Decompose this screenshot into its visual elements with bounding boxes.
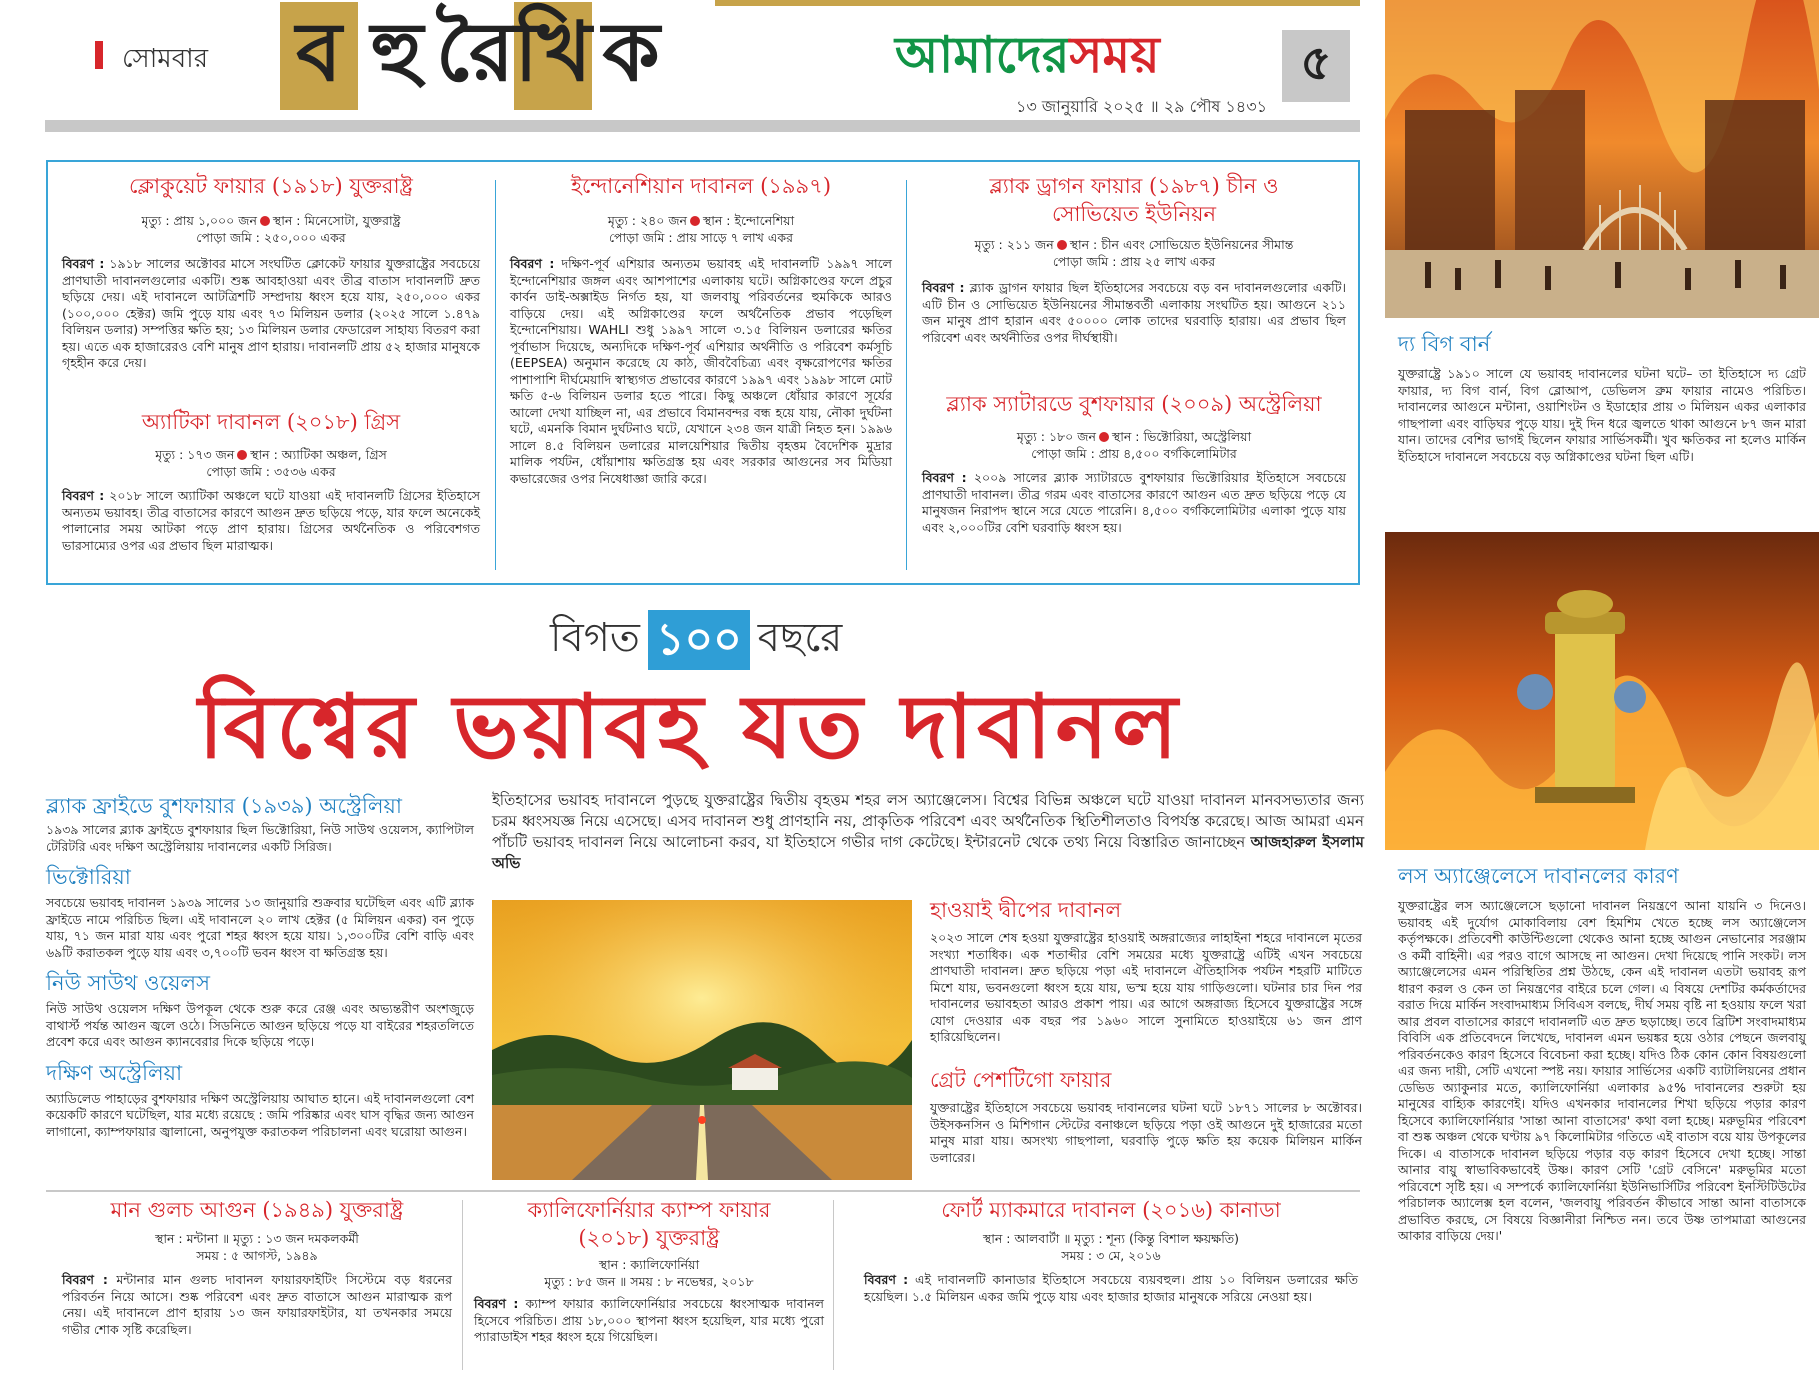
event-meta: স্থান : আলবার্টা ॥ মৃত্যু : শূন্য (কিন্তু বিশাল ক্ষয়ক্ষতি) [982, 1231, 1240, 1246]
section-text: যুক্তরাষ্ট্রে ১৯১০ সালে যে ভয়াবহ দাবানলের ঘটনা ঘটে– তা ইতিহাসে দ্য গ্রেট ফায়ার, দ্য বিগ বার্ন, বিগ ব্লোআপ, ডেভিলস ব্রুম ফায়ার নামেও পরিচিত। দাবানলের আগুনে মন্টানা, ওয়াশিংটন ও ইডাহোর প্রায় ৩ মিলিয়ন একর এলাকার গাছপালা এবং বাড়িঘর পুড়ে যায়। দুই দিন ধরে জ্বলতে থাকা আগুনে ৮৭ জন মারা যান। তাদের বেশির ভাগই ছিলেন ফায়ার সার্ভিসকর্মী। খুব ক্ষতিকর না হলেও মার্কিন ইতিহাসে দাবানলে সবচেয়ে বড় অগ্নিকাণ্ডের ঘটনা ছিল এটি। [1398, 366, 1806, 464]
section-text: যুক্তরাষ্ট্রের ইতিহাসে সবচেয়ে ভয়াবহ দাবানলের ঘটনা ঘটে ১৮৭১ সালের ৮ অক্টোবর। উইসকনসিন ও মিশিগান স্টেটের বনাঞ্চলে ছড়িয়ে পড়া ওই আগুনে দুই হাজারের মতো মানুষ মারা যায়। অসংখ্য গাছপালা, ঘরবাড়ি পুড়ে ক্ষতি হয় কয়েক মিলিয়ন মার্কিন ডলারের। [930, 1100, 1362, 1165]
event-title: ইন্দোনেশিয়ান দাবানল (১৯৯৭) [570, 174, 832, 198]
black-friday-section [46, 792, 474, 1140]
main-headline: বিশ্বের ভয়াবহ যত দাবানল [198, 674, 1182, 778]
event-desc: বিবরণ : ক্যাম্প ফায়ার ক্যালিফোর্নিয়ার সবচেয়ে ধ্বংসাত্মক দাবানল হিসেবে পরিচিত। প্রায় ১৮,০০০ স্থাপনা ধ্বংস হয়েছিল, যার মধ্যে পুরো প্যারাডাইস শহর ধ্বংস হয়ে গিয়েছিল। [474, 1296, 824, 1344]
peshtigo-section [930, 1066, 1362, 1166]
section-heading: ব্ল্যাক ফ্রাইডে বুশফায়ার (১৯৩৯) অস্ট্রেলিয়া [46, 794, 402, 818]
section-heading: ভিক্টোরিয়া [46, 865, 131, 889]
section-text: যুক্তরাষ্ট্রের লস অ্যাঞ্জেলেসে ছড়ানো দাবানল নিয়ন্ত্রণে আনা যায়নি ৩ দিনেও। ভয়াবহ এই দুর্যোগ মোকাবিলায় বেশ হিমশিম খেতে হচ্ছে লস অ্যাঞ্জেলেস কর্তৃপক্ষকে। প্রতিবেশী কাউন্টিগুলো থেকেও আনা হচ্ছে আগুন নেভানোর সরঞ্জাম ও কর্মী বাহিনী। এর পরও বাগে আসছে না আগুন। দেখা দিয়েছে পানি সংকট। লস অ্যাঞ্জেলেসের এমন পরিস্থিতির প্রশ্ন উঠছে, কেন এই দাবানল এতটা ভয়াবহ রূপ ধারণ করল ও কেন তা নিয়ন্ত্রণের বাইরে চলে গেল। এ বিষয়ে দেশটির কর্মকর্তাদের বরাত দিয়ে মার্কিন সংবাদমাধ্যম সিবিএস বলছে, দীর্ঘ সময় বৃষ্টি না হওয়ায় ফলে খরা আর প্রবল বাতাসের কারণে দাবানলটি এত দ্রুত ছড়াচ্ছে। তবে ব্রিটিশ সংবাদমাধ্যম বিবিসি এক প্রতিবেদনে লিখেছে, দাবানল এমন ভয়ঙ্কর হয়ে ওঠার পেছনে জলবায়ু পরিবর্তনকেও কারণ হিসেবে বিবেচনা করা হচ্ছে। যদিও ঠিক কোন কোন বিষয়গুলো এর জন্য দায়ী, সেটি এখনো স্পষ্ট নয়। ফায়ার সার্ভিসের একটি ব্যাটালিয়নের প্রধান ডেভিড অ্যাকুনার মতে, ক্যালিফোর্নিয়া এলাকার ৯৫% দাবানলের শুরুটা হয় মানুষের বাহ্যিক কারণেই। যদিও এখনকার দাবানলের শিখা ছড়িয়ে পড়ার কারণ হিসেবে ক্যালিফোর্নিয়ার 'সান্তা আনা বাতাসের' কথা বলা হচ্ছে। মরুভূমির পরিবেশ বা শুষ্ক অঞ্চল থেকে ঘণ্টায় ৯৭ কিলোমিটার গতিতে এই বাতাস বয়ে যায় উপকূলের দিকে। এ বাতাসকে দাবানল ছড়িয়ে পড়ার বড় কারণ হিসেবে দেখা হচ্ছে। সান্তা আনার বায়ু স্বাভাবিকভাবেই উষ্ণ। কারণ সেটি 'গ্রেট বেসিনে' মরুভূমির মতো পরিবেশে সৃষ্টি হয়। এ সম্পর্কে ক্যালিফোর্নিয়া ইউনিভার্সিটির পরিবেশ ইনস্টিটিউটের পরিচালক অ্যালেক্স হল বলেন, 'জলবায়ু পরিবর্তন কীভাবে সান্তা আনা বাতাসকে প্রভাবিত করছে, সে বিষয়ে বিজ্ঞানীরা নিশ্চিত নন। তবে উষ্ণ তাপমাত্রা আগুনের আকার বাড়িয়ে দেয়।' [1398, 898, 1806, 1243]
section-text: নিউ সাউথ ওয়েলস দক্ষিণ উপকূল থেকে শুরু করে রেঞ্জ এবং অভ্যন্তরীণ অংশজুড়ে বাথার্স্ট পর্যন্ত আগুন জ্বলে ওঠে। সিডনিতে আগুন ছড়িয়ে পড়ে যা বাইরের শহরতলিতে প্রবেশ করে এবং আগুন ক্যানবেরার দিকে ছড়িয়ে পড়ে। [46, 1001, 474, 1049]
section-text: ১৯৩৯ সালের ব্ল্যাক ফ্রাইডে বুশফায়ার ছিল ভিক্টোরিয়া, নিউ সাউথ ওয়েলস, ক্যাপিটাল টেরিটরি এবং দক্ষিণ অস্ট্রেলিয়ায় দাবানলের একটি সিরিজ। [46, 822, 474, 854]
la-cause-section [1398, 862, 1806, 1245]
section-title-tile: হু [370, 4, 424, 100]
event-meta: পোড়া জমি : ৩৫৩৬ একর [206, 464, 336, 479]
event-title: ক্যালিফোর্নিয়ার ক্যাম্প ফায়ার (২০১৮) যুক্তরাষ্ট্র [527, 1198, 771, 1250]
event-meta: পোড়া জমি : প্রায় ২৫ লাখ একর [1052, 254, 1216, 269]
event-meta: মৃত্যু : ৮৫ জন ॥ সময় : ৮ নভেম্বর, ২০১৮ [544, 1274, 754, 1289]
event-meta: স্থান : মন্টানা ॥ মৃত্যু : ১৩ জন দমকলকর্মী [155, 1231, 359, 1246]
hawaii-section [930, 896, 1362, 1046]
section-heading: লস অ্যাঞ্জেলেসে দাবানলের কারণ [1398, 864, 1679, 888]
section-heading: হাওয়াই দ্বীপের দাবানল [930, 898, 1122, 922]
event-title: ফোর্ট ম্যাকমারে দাবানল (২০১৬) কানাডা [941, 1198, 1281, 1222]
column-divider [495, 180, 496, 570]
event-desc: বিবরণ : ২০০৯ সালের ব্ল্যাক স্যাটারডে বুশফায়ার ভিক্টোরিয়ার ইতিহাসে সবচেয়ে প্রাণঘাতী দাবানল। তীব্র গরম এবং বাতাসের কারণে আগুন এত দ্রুত ছড়িয়ে পড়ে যে মানুষজন নিরাপদ স্থানে সরে যেতে পারেনি। ৪,৫০০ বর্গকিলোমিটার এলাকা পুড়ে যায় এবং ২,০০০টির বেশি ঘরবাড়ি ধ্বংস হয়। [922, 470, 1346, 535]
author-name: আজহারুল ইসলাম অভি [492, 833, 1364, 872]
column-divider [833, 1200, 834, 1370]
bottom-rule [46, 1190, 1360, 1192]
event-camp-fire [474, 1196, 824, 1346]
event-desc: বিবরণ : ব্ল্যাক ড্রাগন ফায়ার ছিল ইতিহাসের সবচেয়ে বড় বন দাবানলগুলোর একটি। এটি চীন ও সোভিয়েত ইউনিয়নের সীমান্তবর্তী এলাকায় সংঘটিত হয়। আগুনে ২১১ জন মানুষ প্রাণ হারান এবং ৫০০০০ লোক তাদের ঘরবাড়ি হারায়। এর প্রভাব ছিল পরিবেশ এবং অর্থনীতির ওপর দীর্ঘস্থায়ী। [922, 280, 1346, 345]
section-text: অ্যাডিলেড পাহাড়ের বুশফায়ার দক্ষিণ অস্ট্রেলিয়ায় আঘাত হানে। এই দাবানলগুলো বেশ কয়েকটি কারণে ঘটেছিল, যার মধ্যে রয়েছে : জমি পরিষ্কার এবং ঘাস বৃদ্ধির জন্য আগুন লাগানো, ক্যাম্পফায়ার জ্বালানো, অনুপযুক্ত করাতকল পরিচালনা এবং ঘরোয়া আগুন। [46, 1090, 474, 1139]
section-text: সবচেয়ে ভয়াবহ দাবানল ১৯৩৯ সালের ১৩ জানুয়ারি শুক্রবার ঘটেছিল এবং এটি ব্ল্যাক ফ্রাইডে নামে পরিচিত ছিল। এই দাবানলে ২০ লাখ হেক্টর (৫ মিলিয়ন একর) বন পুড়ে যায়, ৭১ জন মারা যায় এবং পুরো শহর ধ্বংস হয়ে যায়। ১,৩০০টির বেশি বাড়ি এবং ৬৯টি করাতকল পুড়ে যায় এবং ৩,৭০০টি ভবন ধ্বংস বা ক্ষতিগ্রস্ত হয়। [46, 895, 474, 960]
event-black-saturday [922, 390, 1346, 536]
event-meta: পোড়া জমি : প্রায় ৪,৫০০ বর্গকিলোমিটার [1031, 446, 1237, 461]
big-burn-section [1398, 330, 1806, 465]
event-title: মান গুলচ আগুন (১৯৪৯) যুক্তরাষ্ট্র [110, 1198, 404, 1222]
event-meta: সময় : ৫ আগস্ট, ১৯৪৯ [196, 1248, 318, 1263]
bullet-dot-icon [260, 216, 270, 226]
section-title-tile: খি [514, 2, 592, 110]
event-fort-mcmurray [864, 1196, 1358, 1305]
headline-kicker: বিগত ১০০ বছরে [550, 606, 842, 673]
event-indonesia [510, 172, 892, 487]
bullet-dot-icon [1099, 432, 1109, 442]
event-desc: বিবরণ : মন্টানার মান গুলচ দাবানল ফায়ারফাইটিং সিস্টেমে বড় ধরনের পরিবর্তন নিয়ে আসে। শুষ্ক পরিবেশ এবং দ্রুত বাতাসে আগুন মারাত্মক রূপ নেয়। এই দাবানলে প্রাণ হারায় ১৩ জন ফায়ারফাইটার, যা তখনকার সময়ে গভীর শোক সৃষ্টি করেছিল। [62, 1272, 453, 1337]
historic-fire-illustration [1385, 0, 1819, 318]
section-title-tile: ক [602, 4, 660, 100]
event-meta: পোড়া জমি : প্রায় সাড়ে ৭ লাখ একর [608, 230, 793, 245]
event-meta: মৃত্যু : প্রায় ১,০০০ জন স্থান : মিনেসোটা, যুক্তরাষ্ট্র [141, 213, 401, 228]
event-title: অ্যাটিকা দাবানল (২০১৮) গ্রিস [141, 410, 401, 434]
issue-date: ১৩ জানুয়ারি ২০২৫ ॥ ২৯ পৌষ ১৪৩১ [1016, 97, 1267, 116]
event-cloquet [62, 172, 480, 372]
section-heading: দক্ষিণ অস্ট্রেলিয়া [46, 1060, 183, 1085]
event-meta: মৃত্যু : ১৮০ জন স্থান : ভিক্টোরিয়া, অস্ট্রেলিয়া [1016, 429, 1252, 444]
event-meta: মৃত্যু : ২১১ জন স্থান : চীন এবং সোভিয়েত ইউনিয়নের সীমান্ত [974, 237, 1294, 252]
page-number: ৫ [1282, 30, 1350, 102]
bullet-dot-icon [1057, 240, 1067, 250]
section-text: ২০২৩ সালে শেষ হওয়া যুক্তরাষ্ট্রের হাওয়াই অঙ্গরাজ্যের লাহাইনা শহরে দাবানলে মৃতের সংখ্যা শতাধিক। এক শতাব্দীর বেশি সময়ের মধ্যে যুক্তরাষ্ট্রে এটিই এখন সবচেয়ে প্রাণঘাতী দাবানল। দ্রুত ছড়িয়ে পড়া এই দাবানলে ঐতিহাসিক পর্যটন শহরটি মাটিতে মিশে যায়, ভবনগুলো ধ্বংস হয়ে যায়, ভস্ম হয়ে যায় গাড়িগুলো। ঘটনার চার দিন পর দাবানলের ভয়াবহতা আরও প্রকাশ পায়। এর আগে অঙ্গরাজ্য হিসেবে যুক্তরাষ্ট্রের সঙ্গে যোগ দেওয়ার এক বছর পর ১৯৬০ সালে সুনামিতে হাওয়াইয়ে ৬১ জন প্রাণ হারিয়েছিলেন। [930, 930, 1362, 1044]
event-meta: স্থান : ক্যালিফোর্নিয়া [598, 1257, 700, 1272]
kicker-highlight: ১০০ [648, 610, 750, 670]
bullet-dot-icon [237, 450, 247, 460]
masthead-logo: আমাদেরসময় [895, 26, 1160, 84]
event-desc: বিবরণ : দক্ষিণ-পূর্ব এশিয়ার অন্যতম ভয়াবহ এই দাবানলটি ১৯৯৭ সালে ইন্দোনেশিয়ার জঙ্গল এবং আশপাশের এলাকায় ঘটে। অগ্নিকাণ্ডের ফলে প্রচুর কার্বন ডাই-অক্সাইড নির্গত হয়, যা জলবায়ু পরিবর্তনের হুমকিকে আরও বাড়িয়ে দেয়। এই অগ্নিকাণ্ডের ফলে অর্থনৈতিক প্রভাব পড়েছিল ইন্দোনেশিয়ায়। WAHLI শুধু ১৯৯৭ সালে ৩.১৫ বিলিয়ন ডলারের ক্ষতির পূর্বাভাস দিয়েছে, অন্যদিকে দক্ষিণ-পূর্ব এশিয়ার অর্থনীতি ও পরিবেশ কর্মসূচি (EEPSEA) অনুমান করেছে যে কাঠ, জীববৈচিত্র্য এবং বৃক্ষরোপণের ক্ষতির পাশাপাশি দীর্ঘমেয়াদি স্বাস্থ্যগত প্রভাবের কারণে ১৯৯৭ এবং ১৯৯৮ সালে মোট ক্ষতি ৫-৬ বিলিয়ন ডলার হতে পারে। কিছু অঞ্চলে ধোঁয়ার কারণে সূর্যের আলো দেখা যাচ্ছিল না, এর প্রভাবে বিমানবন্দর বন্ধ হয়ে যায়, নৌকা দুর্ঘটনা ঘটে, এমনকি বিমান দুর্ঘটনাও ঘটে, যেখানে ২৩৪ জন যাত্রী নিহত হন। ১৯৯৬ সালে ৪.৫ বিলিয়ন ডলারের মালয়েশিয়ার দ্বিতীয় বৃহত্তম বৈদেশিক মুদ্রার মালিক পর্যটন, ধোঁয়াশায় ক্ষতিগ্রস্ত হয় এবং সরকার আগুনের সব মিডিয়া কভারেজের ওপর নিষেধাজ্ঞা জারি করে। [510, 256, 893, 486]
section-title-tile: ব [280, 2, 358, 110]
header-rule [45, 120, 1360, 132]
event-title: ব্ল্যাক ড্রাগন ফায়ার (১৯৮৭) চীন ও সোভিয়েত ইউনিয়ন [989, 174, 1279, 226]
event-desc: বিবরণ : ২০১৮ সালে অ্যাটিকা অঞ্চলে ঘটে যাওয়া এই দাবানলটি গ্রিসের ইতিহাসে অন্যতম ভয়াবহ। তীব্র বাতাসের কারণে আগুন দ্রুত ছড়িয়ে পড়ে, যার ফলে অনেকেই পালানোর সময় আটকা পড়ে প্রাণ হারায়। গ্রিসের অর্থনৈতিক ও পরিবেশগত ভারসাম্যের ওপর এর প্রভাব ছিল মারাত্মক। [62, 488, 480, 553]
section-title [280, 2, 670, 110]
event-desc: বিবরণ : এই দাবানলটি কানাডার ইতিহাসে সবচেয়ে ব্যয়বহুল। প্রায় ১০ বিলিয়ন ডলারের ক্ষতি হয়েছিল। ১.৫ মিলিয়ন একর জমি পুড়ে যায় এবং হাজার হাজার মানুষকে সরিয়ে নেওয়া হয়। [864, 1272, 1358, 1304]
event-attica [62, 408, 480, 554]
event-meta: মৃত্যু : ১৭৩ জন স্থান : অ্যাটিকা অঞ্চল, গ্রিস [155, 447, 387, 462]
bullet-dot-icon [690, 216, 700, 226]
section-heading: দ্য বিগ বার্ন [1398, 332, 1491, 356]
event-meta: পোড়া জমি : ২৫০,০০০ একর [196, 230, 346, 245]
column-divider [906, 180, 907, 570]
header-gold-bar [715, 0, 1360, 6]
event-mann-gulch [62, 1196, 452, 1338]
header-red-mark [95, 41, 103, 69]
intro-text: ইতিহাসের ভয়াবহ দাবানলে পুড়ছে যুক্তরাষ্ট্রের দ্বিতীয় বৃহত্তম শহর লস অ্যাঞ্জেলেস। বিশ্বের বিভিন্ন অঞ্চলে ঘটে যাওয়া দাবানল মানবসভ্যতার জন্য চরম ধ্বংসযজ্ঞ নিয়ে এসেছে। এসব দাবানল শুধু প্রাণহানি নয়, প্রাকৃতিক পরিবেশ এবং অর্থনৈতিক স্থিতিশীলতাও বিপর্যস্ত করেছে। আজ আমরা এমন পাঁচটি ভয়াবহ দাবানল নিয়ে আলোচনা করব, যা ইতিহাসে গভীর দাগ কেটেছে। ইন্টারনেট থেকে তথ্য নিয়ে বিস্তারিত জানাচ্ছেন আজহারুল ইসলাম অভি [492, 791, 1364, 872]
column-divider [462, 1200, 463, 1370]
event-title: ব্ল্যাক স্যাটারডে বুশফায়ার (২০০৯) অস্ট্রেলিয়া [946, 392, 1322, 416]
weekday: সোমবার [122, 44, 209, 74]
event-meta: সময় : ৩ মে, ২০১৬ [1061, 1248, 1161, 1263]
event-meta: মৃত্যু : ২৪০ জন স্থান : ইন্দোনেশিয়া [607, 213, 795, 228]
section-heading: নিউ সাউথ ওয়েলস [46, 971, 210, 995]
wildfire-road-photo [492, 900, 912, 1180]
event-title: ক্লোকুয়েট ফায়ার (১৯১৮) যুক্তরাষ্ট্র [129, 174, 413, 198]
event-desc: বিবরণ : ১৯১৮ সালের অক্টোবর মাসে সংঘটিত ক্লোকেট ফায়ার যুক্তরাষ্ট্রের সবচেয়ে প্রাণঘাতী দাবানলগুলোর একটি। শুষ্ক আবহাওয়া এবং তীব্র বাতাস দাবানলটি দ্রুত ছড়িয়ে দেয়। এই দাবানলে আটত্রিশটি সম্প্রদায় ধ্বংস হয়ে যায়, ২৫০,০০০ একর (১০০,০০০ হেক্টর) জমি পুড়ে যায় এবং ৭৩ মিলিয়ন ডলার (২০২৫ সালে ১.৪৭৯ বিলিয়ন ডলার) সম্পত্তির ক্ষতি হয়; ১৩ মিলিয়ন ডলার ফেডারেল সাহায্য বিতরণ করা হয়। এতে এক হাজারেরও বেশি মানুষ প্রাণ হারায়। দাবানলটি প্রায় ৫২ হাজার মানুষকে গৃহহীন করে দেয়। [62, 256, 480, 370]
section-heading: গ্রেট পেশটিগো ফায়ার [930, 1068, 1112, 1092]
burning-hydrant-photo [1385, 532, 1819, 850]
event-black-dragon [922, 172, 1346, 346]
section-title-tile: রৈ [435, 4, 515, 100]
